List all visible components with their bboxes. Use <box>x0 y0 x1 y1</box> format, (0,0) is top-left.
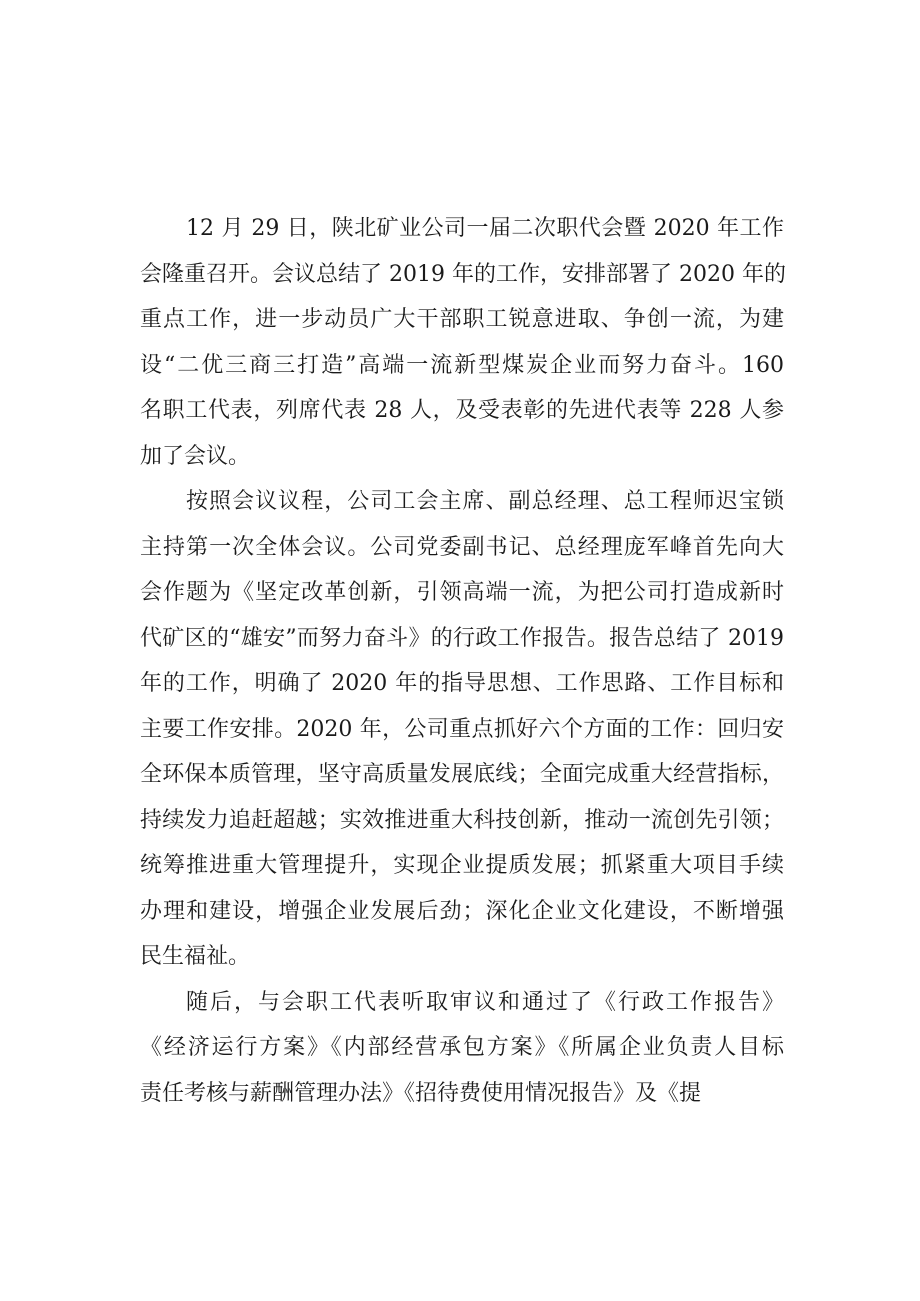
paragraph-line: 统筹推进重大管理提升，实现企业提质发展；抓紧重大项目手续 <box>140 853 784 878</box>
paragraph-line: 设“二优三商三打造”高端一流新型煤炭企业而努力奋斗。160 <box>140 352 784 378</box>
paragraph-line: 随后，与会职工代表听取审议和通过了《行政工作报告》 <box>186 989 784 1015</box>
paragraph-line: 加了会议。 <box>140 443 251 469</box>
paragraph-3 <box>140 980 784 1117</box>
paragraph-line: 主要工作安排。2020 年，公司重点抓好六个方面的工作：回归安 <box>140 716 784 742</box>
document-body <box>140 206 784 1116</box>
paragraph-line: 名职工代表，列席代表 28 人，及受表彰的先进代表等 228 人参 <box>140 398 784 423</box>
paragraph-line: 年的工作，明确了 2020 年的指导思想、工作思路、工作目标和 <box>140 671 784 696</box>
paragraph-line: 代矿区的“雄安”而努力奋斗》的行政工作报告。报告总结了 2019 <box>140 625 784 651</box>
paragraph-1 <box>140 206 784 479</box>
paragraph-line: 持续发力追赶超越；实效推进重大科技创新，推动一流创先引领； <box>140 807 784 833</box>
paragraph-line: 重点工作，进一步动员广大干部职工锐意进取、争创一流，为建 <box>140 307 784 332</box>
paragraph-line: 会隆重召开。会议总结了 2019 年的工作，安排部署了 2020 年的 <box>140 261 786 287</box>
paragraph-line: 全环保本质管理，坚守高质量发展底线；全面完成重大经营指标， <box>140 762 784 787</box>
paragraph-line: 会作题为《坚定改革创新，引领高端一流，为把公司打造成新时 <box>140 580 784 605</box>
paragraph-line: 12 月 29 日，陕北矿业公司一届二次职代会暨 2020 年工作 <box>186 216 784 241</box>
paragraph-line: 按照会议议程，公司工会主席、副总经理、总工程师迟宝锁 <box>186 489 784 514</box>
paragraph-line: 办理和建设，增强企业发展后劲；深化企业文化建设，不断增强 <box>140 898 784 924</box>
paragraph-line: 民生福祉。 <box>140 944 251 969</box>
paragraph-line: 《经济运行方案》《内部经营承包方案》《所属企业负责人目标 <box>140 1035 784 1060</box>
paragraph-line: 主持第一次全体会议。公司党委副书记、总经理庞军峰首先向大 <box>140 534 784 560</box>
paragraph-line: 责任考核与薪酬管理办法》《招待费使用情况报告》及《提 <box>140 1080 702 1106</box>
paragraph-2 <box>140 479 784 980</box>
